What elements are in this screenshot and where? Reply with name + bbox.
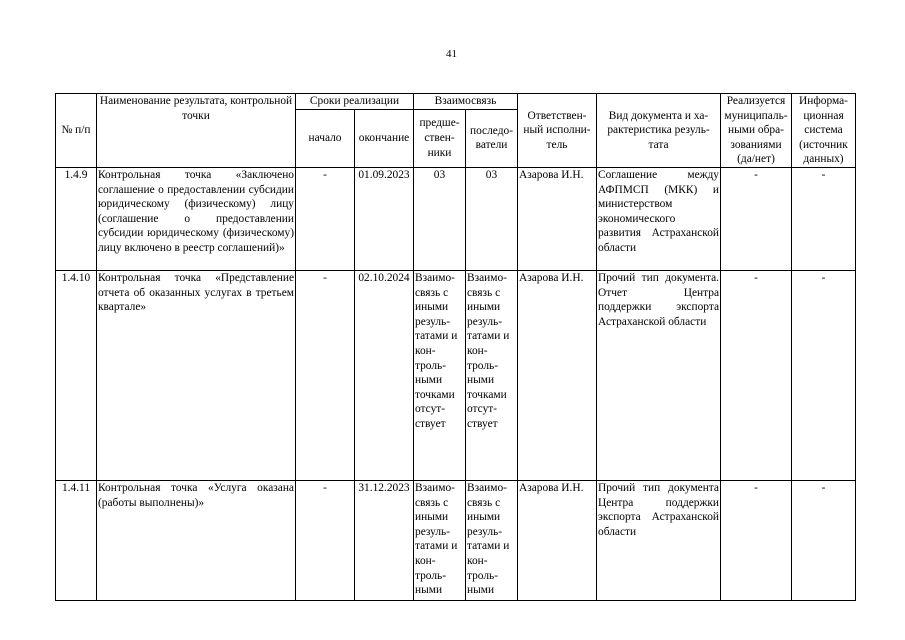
row-num: 1.4.9 (56, 167, 97, 270)
row-municipal: - (721, 270, 792, 480)
row-end: 01.09.2023 (355, 167, 414, 270)
row-doc-type: Соглашение между АФПМСП (МКК) и министерством экономического развития Астраханской области (597, 167, 721, 270)
row-start: - (296, 480, 355, 600)
header-terms: Сроки реализации (296, 94, 414, 110)
row-start: - (296, 270, 355, 480)
table-row (56, 270, 856, 480)
row-num: 1.4.11 (56, 480, 97, 600)
row-start: - (296, 167, 355, 270)
row-end: 31.12.2023 (355, 480, 414, 600)
header-responsible: Ответствен- ный исполни- тель (518, 94, 597, 168)
row-info-system: - (792, 167, 856, 270)
header-predecessors: предше- ствен- ники (414, 109, 466, 167)
header-num: № п/п (56, 94, 97, 168)
table-row (56, 167, 856, 270)
row-name: Контрольная точка «Услуга оказана (работы выполнены)» (97, 480, 296, 600)
header-name: Наименование результата, контрольной точки (97, 94, 296, 168)
header-start: начало (296, 109, 355, 167)
row-municipal: - (721, 167, 792, 270)
row-predecessors: 03 (414, 167, 466, 270)
table-row (56, 480, 856, 600)
row-info-system: - (792, 480, 856, 600)
row-predecessors: Взаимо- связь с иными резуль- татами и кон- троль- ными точками отсут- ствует (414, 270, 466, 480)
row-doc-type: Прочий тип документа Центра поддержки экспорта Астраханской области (597, 480, 721, 600)
row-doc-type: Прочий тип документа. Отчет Центра поддержки экспорта Астраханской области (597, 270, 721, 480)
header-relation: Взаимосвязь (414, 94, 518, 110)
row-municipal: - (721, 480, 792, 600)
page-number: 41 (446, 48, 457, 60)
plan-table (55, 93, 856, 601)
row-successors: Взаимо- связь с иными резуль- татами и кон- троль- ными (466, 480, 518, 600)
row-successors: 03 (466, 167, 518, 270)
header-doc-type: Вид документа и ха- рактеристика резуль- тата (597, 94, 721, 168)
row-responsible: Азарова И.Н. (518, 167, 597, 270)
header-end: окончание (355, 109, 414, 167)
header-info-system: Информа- ционная система (источник данных) (792, 94, 856, 168)
row-responsible: Азарова И.Н. (518, 480, 597, 600)
header-municipal: Реализуется муниципаль- ными обра- зованиями (да/нет) (721, 94, 792, 168)
row-responsible: Азарова И.Н. (518, 270, 597, 480)
row-name: Контрольная точка «Заключено соглашение о предоставлении субсидии юридическому (физическому) лицу (соглашение о предоставлении субсидии юридическому (физическому) лицу включено в реестр соглашений)» (97, 167, 296, 270)
row-num: 1.4.10 (56, 270, 97, 480)
row-predecessors: Взаимо- связь с иными резуль- татами и кон- троль- ными (414, 480, 466, 600)
row-info-system: - (792, 270, 856, 480)
row-successors: Взаимо- связь с иными резуль- татами и кон- троль- ными точками отсут- ствует (466, 270, 518, 480)
header-successors: последо- ватели (466, 109, 518, 167)
row-name: Контрольная точка «Представление отчета об оказанных услугах в третьем квартале» (97, 270, 296, 480)
row-end: 02.10.2024 (355, 270, 414, 480)
